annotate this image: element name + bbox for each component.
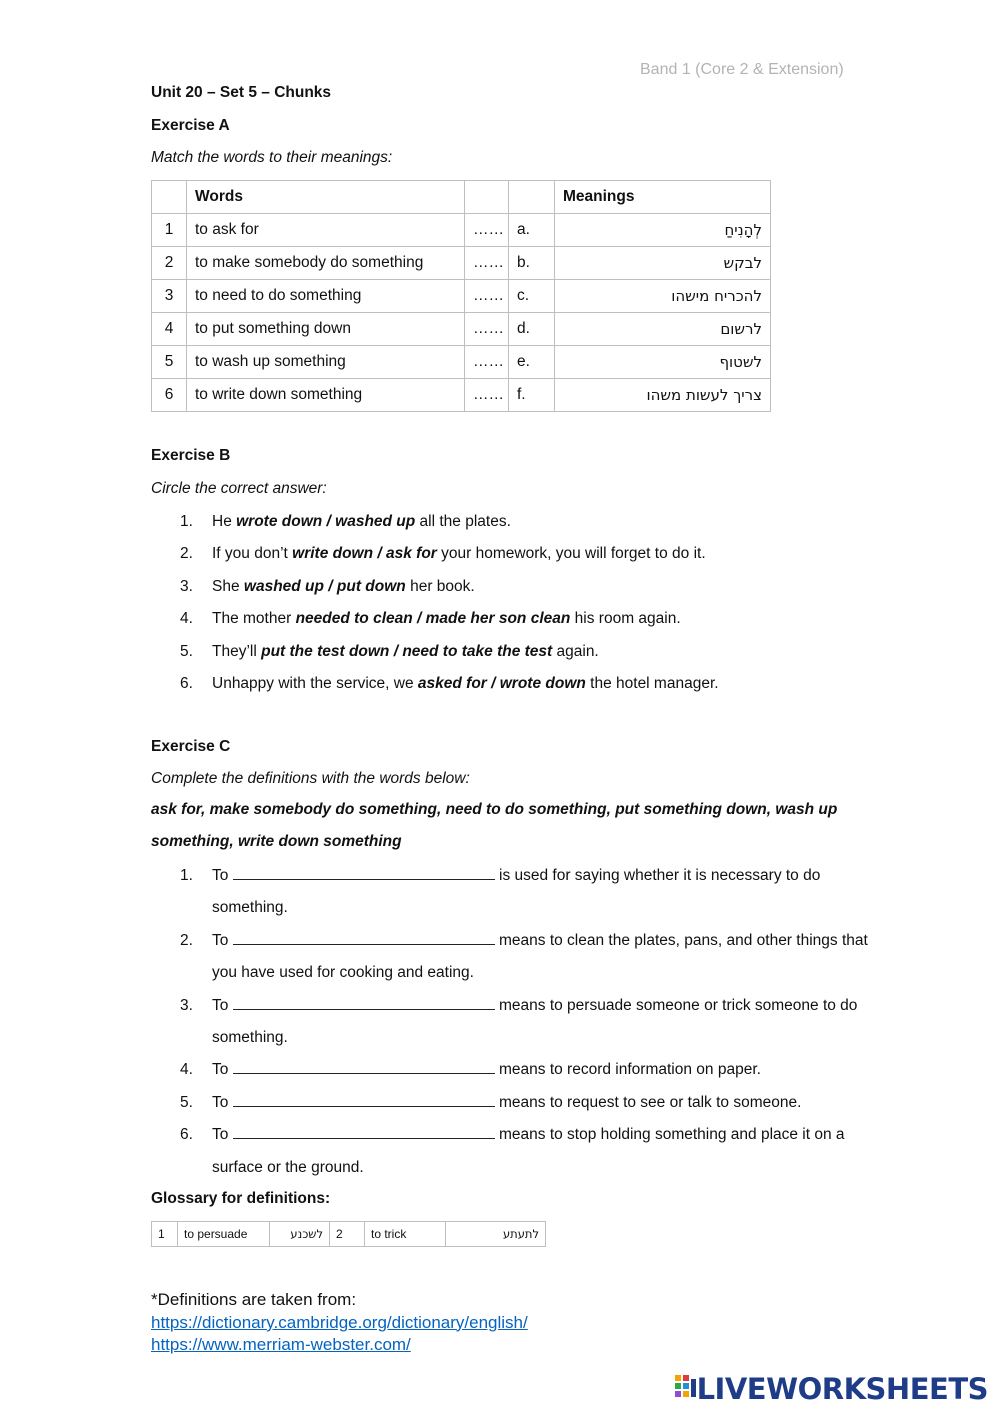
header-cell-num <box>152 181 187 214</box>
sources-block <box>151 1289 528 1357</box>
item-text: To <box>212 931 229 949</box>
glossary-hebrew: לתעתע <box>446 1222 546 1247</box>
row-word: to write down something <box>187 379 465 412</box>
matching-table <box>151 180 771 412</box>
item-number: 6. <box>180 674 193 692</box>
table-row <box>152 214 771 247</box>
item-number: 2. <box>180 545 193 563</box>
item-number: 3. <box>180 996 193 1014</box>
item-text: To <box>212 1061 229 1079</box>
row-word: to ask for <box>187 214 465 247</box>
list-item <box>180 673 719 705</box>
table-row <box>152 346 771 379</box>
cambridge-link[interactable]: https://dictionary.cambridge.org/dictionary/english/ <box>151 1312 528 1332</box>
merriam-webster-link[interactable]: https://www.merriam-webster.com/ <box>151 1335 411 1354</box>
exercise-b-list <box>180 511 719 705</box>
item-text: the hotel manager. <box>585 674 719 692</box>
item-text: means to stop holding something and place it on a surface or the ground. <box>212 1126 845 1176</box>
item-text: means to clean the plates, pans, and other things that you have used for cooking and eating. <box>212 931 868 982</box>
item-text: means to record information on paper. <box>499 1061 761 1079</box>
exercise-c-heading: Exercise C <box>151 738 231 755</box>
answer-blank[interactable] <box>233 1059 495 1074</box>
list-item <box>180 608 719 640</box>
list-item <box>180 641 719 673</box>
answer-blank[interactable]: …… <box>465 280 509 313</box>
row-letter: f. <box>509 379 555 412</box>
exercise-b-instruction: Circle the correct answer: <box>151 480 327 497</box>
item-number: 4. <box>180 1061 193 1079</box>
item-number: 6. <box>180 1126 193 1144</box>
item-text: To <box>212 996 229 1014</box>
item-text: To <box>212 1093 229 1111</box>
row-letter: a. <box>509 214 555 247</box>
item-text: They’ll <box>212 642 262 660</box>
answer-choice[interactable]: wrote down / washed up <box>236 513 416 530</box>
glossary-num: 2 <box>330 1222 365 1247</box>
header-cell-blank <box>465 181 509 214</box>
table-header-row <box>152 181 771 214</box>
item-text: He <box>212 513 237 530</box>
list-item <box>180 1087 872 1119</box>
row-meaning: צריך לעשות משהו <box>555 379 771 412</box>
list-item <box>180 860 872 925</box>
row-meaning: לבקש <box>555 247 771 280</box>
answer-blank[interactable] <box>233 930 495 945</box>
row-number: 3 <box>152 280 187 313</box>
row-word: to put something down <box>187 313 465 346</box>
item-number: 5. <box>180 642 193 660</box>
row-number: 4 <box>152 313 187 346</box>
row-letter: d. <box>509 313 555 346</box>
answer-blank[interactable]: …… <box>465 346 509 379</box>
row-meaning: לרשום <box>555 313 771 346</box>
list-item <box>180 990 872 1055</box>
answer-blank[interactable]: …… <box>465 214 509 247</box>
row-meaning: להכריח מישהו <box>555 280 771 313</box>
item-text: Unhappy with the service, we <box>212 674 418 692</box>
list-item <box>180 576 719 608</box>
glossary-english: to persuade <box>178 1222 270 1247</box>
word-bank: ask for, make somebody do something, need to do something, put something down, wash up something, write down something <box>151 801 838 851</box>
table-row <box>152 379 771 412</box>
item-text: means to persuade someone or trick someone to do something. <box>212 996 858 1047</box>
item-text: She <box>212 577 244 595</box>
item-text: is used for saying whether it is necessary to do something. <box>212 867 821 917</box>
item-number: 5. <box>180 1093 193 1111</box>
item-text: all the plates. <box>415 513 511 530</box>
row-meaning: לְהָנִיחַ <box>555 214 771 247</box>
answer-blank[interactable]: …… <box>465 313 509 346</box>
row-word: to make somebody do something <box>187 247 465 280</box>
list-item <box>180 511 719 543</box>
header-cell-letter <box>509 181 555 214</box>
item-text: To <box>212 1126 229 1144</box>
answer-blank[interactable] <box>233 1092 495 1107</box>
header-words: Words <box>187 181 465 214</box>
list-item <box>180 543 719 575</box>
row-number: 2 <box>152 247 187 280</box>
page-title: Unit 20 – Set 5 – Chunks <box>151 84 332 101</box>
glossary-english: to trick <box>365 1222 446 1247</box>
item-number: 3. <box>180 577 193 595</box>
sources-intro: *Definitions are taken from: <box>151 1290 357 1309</box>
item-text: your homework, you will forget to do it. <box>436 545 706 563</box>
row-meaning: לשטוף <box>555 346 771 379</box>
item-text: To <box>212 867 229 884</box>
item-text: again. <box>552 642 599 660</box>
item-number: 1. <box>180 867 193 884</box>
answer-choice[interactable]: needed to clean / made her son clean <box>295 610 571 628</box>
exercise-a-heading: Exercise A <box>151 117 230 134</box>
row-word: to wash up something <box>187 346 465 379</box>
glossary-heading: Glossary for definitions: <box>151 1190 331 1207</box>
list-item <box>180 925 872 990</box>
item-text: If you don’t <box>212 545 293 563</box>
exercise-b-heading: Exercise B <box>151 447 231 464</box>
item-number: 2. <box>180 931 193 949</box>
row-letter: c. <box>509 280 555 313</box>
glossary-table <box>151 1221 546 1247</box>
item-text: means to request to see or talk to someone. <box>499 1093 802 1111</box>
item-number: 1. <box>180 513 193 530</box>
answer-blank[interactable] <box>233 865 495 880</box>
list-item <box>180 1119 872 1184</box>
glossary-row <box>152 1222 546 1247</box>
row-number: 5 <box>152 346 187 379</box>
exercise-c-list <box>180 860 872 1184</box>
answer-choice[interactable]: write down / ask for <box>292 545 437 563</box>
table-row <box>152 247 771 280</box>
exercise-c-instruction: Complete the definitions with the words below: <box>151 770 470 787</box>
item-text: The mother <box>212 610 296 628</box>
table-row <box>152 313 771 346</box>
table-row <box>152 280 771 313</box>
logo-text: LIVEWORKSHEETS <box>696 1372 988 1406</box>
list-item <box>180 1054 872 1086</box>
answer-choice[interactable]: asked for / wrote down <box>417 674 586 692</box>
glossary-num: 1 <box>152 1222 178 1247</box>
answer-blank[interactable] <box>233 1124 495 1139</box>
item-number: 4. <box>180 610 193 628</box>
answer-choice[interactable]: put the test down / need to take the test <box>261 642 553 660</box>
row-number: 1 <box>152 214 187 247</box>
answer-choice[interactable]: washed up / put down <box>243 577 406 595</box>
exercise-a-instruction: Match the words to their meanings: <box>151 149 393 166</box>
row-number: 6 <box>152 379 187 412</box>
logo-icon <box>675 1375 697 1403</box>
answer-blank[interactable] <box>233 995 495 1010</box>
item-text: her book. <box>405 577 475 595</box>
header-meanings: Meanings <box>555 181 771 214</box>
liveworksheets-logo <box>675 1372 988 1406</box>
band-label: Band 1 (Core 2 & Extension) <box>640 61 844 78</box>
glossary-hebrew: לשכנע <box>270 1222 330 1247</box>
answer-blank[interactable]: …… <box>465 247 509 280</box>
row-word: to need to do something <box>187 280 465 313</box>
row-letter: e. <box>509 346 555 379</box>
answer-blank[interactable]: …… <box>465 379 509 412</box>
item-text: his room again. <box>570 610 681 628</box>
row-letter: b. <box>509 247 555 280</box>
